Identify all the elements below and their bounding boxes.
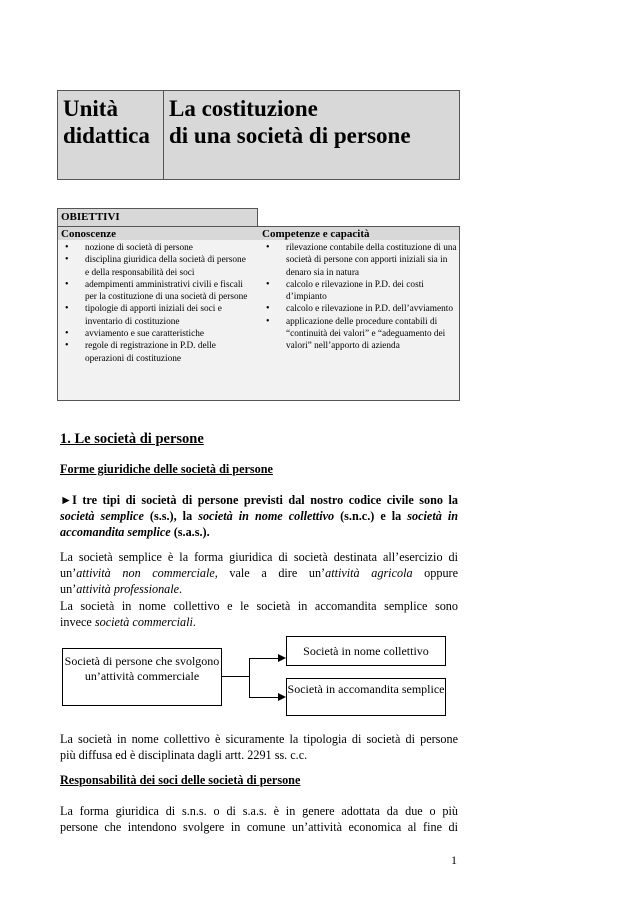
term-sas-start: società in bbox=[407, 509, 459, 523]
knowledge-list bbox=[60, 242, 250, 365]
diagram-box-commercial-partnerships: Società di persone che svolgono un’attività commerciale bbox=[62, 648, 222, 706]
intro-line2 bbox=[60, 508, 458, 524]
knowledge-item: • nozione di società di persone bbox=[60, 242, 250, 254]
arrow-icon: ► bbox=[60, 493, 73, 507]
unit-label-line2: didattica bbox=[63, 123, 150, 148]
p4-line2: persone che intendono svolgere in comune un’attività economica al fine di bbox=[60, 820, 458, 834]
intro-text: (s.n.c.) e la bbox=[334, 509, 408, 523]
p2-line1: La società in nome collettivo e le società in accomandita semplice sono bbox=[60, 599, 458, 613]
connector-line bbox=[249, 697, 278, 698]
p1-text: oppure bbox=[412, 566, 459, 580]
unit-title-line2: di una società di persone bbox=[169, 123, 411, 148]
p2-text: . bbox=[192, 615, 196, 629]
subheading-liability: Responsabilità dei soci delle società di persone bbox=[60, 773, 301, 787]
term-sas-end: accomandita semplice bbox=[60, 525, 171, 539]
skills-item: • applicazione delle procedure contabili di “continuità dei valori” e “adeguamento dei valori” nell’apporto di azienda bbox=[261, 316, 457, 353]
p1-text: un’ bbox=[60, 566, 77, 580]
diagram-box-snc: Società in nome collettivo bbox=[286, 636, 446, 666]
p1-italic: attività professionale bbox=[76, 582, 180, 596]
p1-text: . bbox=[179, 582, 183, 596]
intro-paragraph bbox=[60, 492, 458, 540]
knowledge-item: • avviamento e sue caratteristiche bbox=[60, 328, 250, 340]
p1-italic: attività non commerciale bbox=[76, 566, 215, 580]
unit-label bbox=[58, 91, 164, 179]
p2-text: invece bbox=[60, 615, 95, 629]
paragraph-simple-company bbox=[60, 549, 458, 597]
objectives-table bbox=[57, 208, 460, 401]
connector-line bbox=[249, 658, 278, 659]
intro-line3 bbox=[60, 524, 458, 540]
objectives-body bbox=[57, 240, 460, 401]
p1-line3 bbox=[60, 581, 458, 597]
diagram-box-sas: Società in accomandita semplice bbox=[286, 678, 446, 716]
p1-line2 bbox=[60, 565, 458, 581]
unit-title-box bbox=[57, 90, 460, 180]
intro-line1 bbox=[60, 492, 458, 508]
p1-text: , vale a dire un’ bbox=[214, 566, 326, 580]
skills-header: Competenze e capacità bbox=[262, 228, 370, 240]
p3-line1: La società in nome collettivo è sicuramente la tipologia di società di persone bbox=[60, 732, 458, 746]
skills-list bbox=[261, 242, 457, 353]
subheading-legal-forms: Forme giuridiche delle società di persone bbox=[60, 462, 273, 476]
p1-text: un’ bbox=[60, 582, 77, 596]
knowledge-item: • regole di registrazione in P.D. delle operazioni di costituzione bbox=[60, 340, 250, 365]
unit-label-line1: Unità bbox=[63, 96, 118, 121]
arrow-right-icon bbox=[278, 693, 286, 701]
paragraph-snc-diffusion bbox=[60, 731, 458, 763]
term-snc: società in nome collettivo bbox=[198, 509, 335, 523]
intro-text: (s.s.), la bbox=[143, 509, 199, 523]
knowledge-item: • disciplina giuridica della società di persone e della responsabilità dei soci bbox=[60, 254, 250, 279]
unit-title-line1: La costituzione bbox=[169, 96, 318, 121]
knowledge-header: Conoscenze bbox=[61, 228, 116, 240]
term-simple-company: società semplice bbox=[60, 509, 144, 523]
p1-line1: La società semplice è la forma giuridica di società destinata all’esercizio di bbox=[60, 550, 458, 564]
paragraph-liability bbox=[60, 803, 458, 835]
p1-italic: attività agricola bbox=[325, 566, 413, 580]
connector-line bbox=[249, 658, 250, 697]
paragraph-commercial-companies bbox=[60, 598, 458, 630]
p2-line2 bbox=[60, 614, 458, 630]
objectives-header-row bbox=[57, 226, 460, 241]
connector-line bbox=[222, 676, 249, 677]
arrow-right-icon bbox=[278, 654, 286, 662]
skills-item: • calcolo e rilevazione in P.D. dei costi d’impianto bbox=[261, 279, 457, 304]
intro-text: I tre tipi di società di persone previsti dal nostro codice civile sono la bbox=[72, 493, 458, 507]
skills-item: • rilevazione contabile della costituzione di una società di persone con apporti iniziali sia in denaro sia in natura bbox=[261, 242, 457, 279]
p2-italic: società commerciali bbox=[94, 615, 193, 629]
skills-item: • calcolo e rilevazione in P.D. dell’avviamento bbox=[261, 303, 457, 315]
objectives-label: OBIETTIVI bbox=[57, 208, 258, 226]
knowledge-item: • adempimenti amministrativi civili e fiscali per la costituzione di una società di persone bbox=[60, 279, 250, 304]
knowledge-item: • tipologie di apporti iniziali dei soci e inventario di costituzione bbox=[60, 303, 250, 328]
page-number: 1 bbox=[451, 853, 457, 867]
p4-line1: La forma giuridica di s.n.s. o di s.a.s. è in genere adottata da due o più bbox=[60, 804, 458, 818]
intro-text: (s.a.s.). bbox=[170, 525, 210, 539]
section-heading: 1. Le società di persone bbox=[60, 431, 204, 447]
unit-title bbox=[169, 91, 411, 149]
p3-line2: più diffusa ed è disciplinata dagli artt. 2291 ss. c.c. bbox=[60, 748, 308, 762]
